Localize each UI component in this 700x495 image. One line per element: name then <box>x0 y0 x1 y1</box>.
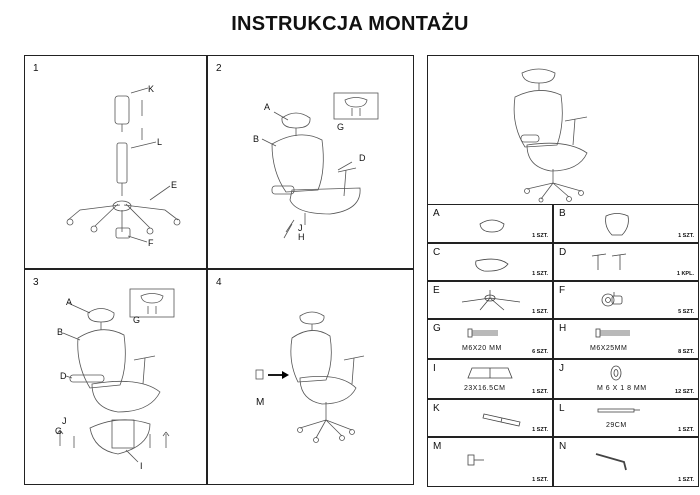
part-letter: K <box>433 403 440 414</box>
part-letter: I <box>433 363 436 374</box>
part-letter: L <box>559 403 565 414</box>
washer-icon <box>611 366 621 380</box>
caster-icon <box>602 292 622 306</box>
label-E: E <box>171 180 178 190</box>
step-3-panel <box>24 269 207 485</box>
part-letter: B <box>559 208 566 219</box>
part-qty: 1 SZT. <box>678 427 694 433</box>
step-1-number: 1 <box>33 63 39 74</box>
label-G: G <box>55 426 63 436</box>
label-I: I <box>140 461 143 471</box>
part-qty: 1 SZT. <box>532 389 548 395</box>
label-B: B <box>253 134 260 144</box>
seat-icon <box>476 259 508 271</box>
label-H: H <box>298 232 305 242</box>
page-title: INSTRUKCJA MONTAŻU <box>231 13 469 35</box>
step-2-panel <box>207 55 414 269</box>
part-qty: 1 SZT. <box>532 427 548 433</box>
part-qty: 6 SZT. <box>532 349 548 355</box>
label-J: J <box>62 416 67 426</box>
part-qty: 1 SZT. <box>678 233 694 239</box>
label-M: M <box>256 397 265 408</box>
label-L: L <box>157 137 163 147</box>
part-letter: H <box>559 323 567 334</box>
part-letter: J <box>559 363 564 374</box>
part-letter: M <box>433 441 442 452</box>
label-B: B <box>57 327 64 337</box>
part-size: 29CM <box>606 422 627 429</box>
part-qty: 12 SZT. <box>675 389 694 395</box>
part-cell-I <box>427 359 553 399</box>
part-qty: 1 SZT. <box>532 477 548 483</box>
overview-image <box>427 55 699 204</box>
part-cell-C <box>427 243 553 281</box>
label-J: J <box>298 223 303 233</box>
label-D: D <box>359 153 366 163</box>
label-G: G <box>337 122 345 132</box>
gas-lift-icon <box>483 414 520 426</box>
part-cell-E <box>427 281 553 319</box>
base-icon <box>462 290 520 310</box>
part-cell-A <box>427 204 553 243</box>
rod-icon <box>598 409 640 412</box>
label-D: D <box>60 371 67 381</box>
part-qty: 5 SZT. <box>678 309 694 315</box>
part-cell-B <box>553 204 699 243</box>
lever-icon <box>468 455 484 465</box>
step-4-number: 4 <box>216 277 222 288</box>
label-K: K <box>148 84 155 94</box>
part-cell-N <box>553 437 699 487</box>
part-cell-L <box>553 399 699 437</box>
armrests-icon <box>592 254 626 270</box>
step-4-panel <box>207 269 414 485</box>
step-1-panel <box>24 55 207 269</box>
part-letter: N <box>559 441 567 452</box>
part-cell-G <box>427 319 553 359</box>
part-size: M6X25MM <box>590 345 628 352</box>
part-letter: F <box>559 285 566 296</box>
label-G: G <box>133 315 141 325</box>
part-size: 23X16.5CM <box>464 385 506 392</box>
step-2-number: 2 <box>216 63 222 74</box>
step-3-number: 3 <box>33 277 39 288</box>
part-size: M6X20 MM <box>462 345 502 352</box>
part-cell-J <box>553 359 699 399</box>
backrest-icon <box>606 214 629 236</box>
part-qty: 8 SZT. <box>678 349 694 355</box>
part-letter: A <box>433 208 440 219</box>
part-qty: 1 KPL. <box>676 271 694 277</box>
part-letter: C <box>433 247 441 258</box>
part-letter: D <box>559 247 567 258</box>
part-qty: 1 SZT. <box>678 477 694 483</box>
part-cell-F <box>553 281 699 319</box>
part-qty: 1 SZT. <box>532 233 548 239</box>
label-A: A <box>264 102 271 112</box>
part-size: M 6 X 1 8 MM <box>597 385 647 392</box>
label-F: F <box>148 238 154 248</box>
part-cell-M <box>427 437 553 487</box>
bolt-icon <box>596 329 630 337</box>
label-A: A <box>66 297 73 307</box>
part-cell-K <box>427 399 553 437</box>
part-qty: 1 SZT. <box>532 271 548 277</box>
hex-key-icon <box>596 454 626 470</box>
bolt-icon <box>468 329 498 337</box>
headrest-icon <box>480 220 504 232</box>
mechanism-icon <box>468 368 512 378</box>
part-qty: 1 SZT. <box>532 309 548 315</box>
part-letter: G <box>433 323 441 334</box>
part-letter: E <box>433 285 440 296</box>
part-cell-H <box>553 319 699 359</box>
part-cell-D <box>553 243 699 281</box>
